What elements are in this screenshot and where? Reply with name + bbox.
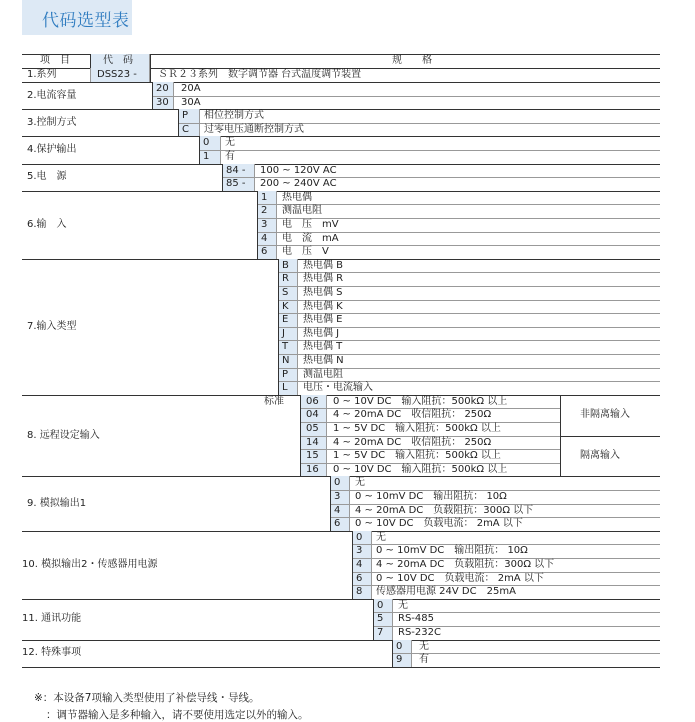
- rule-line: [152, 96, 660, 97]
- row8-label: 8. 远程设定输入: [27, 429, 100, 441]
- row3-label: 3.控制方式: [27, 116, 77, 128]
- rule-line: [22, 109, 660, 110]
- rule-line: [330, 476, 331, 530]
- row8-code-0: 06: [306, 395, 319, 407]
- row3-code-0: P: [182, 110, 189, 122]
- row7-text-5: 热电偶 J: [303, 327, 340, 339]
- row8-text-2: 1 ~ 5V DC 输入阻抗：500kΩ 以上: [333, 423, 501, 434]
- rule-line: [22, 667, 660, 668]
- rule-line: [22, 599, 660, 600]
- row10-text-4: 传感器用电源 24V DC 25mA: [376, 586, 516, 598]
- row9-code-2: 4: [334, 504, 341, 516]
- row5-code-0: 84 -: [226, 164, 246, 176]
- row7-code-1: R: [282, 273, 289, 285]
- row7-code-9: L: [282, 382, 288, 394]
- rule-line: [22, 640, 660, 641]
- rule-line: [278, 259, 279, 395]
- row8-text-4: 1 ~ 5V DC 输入阻抗：500kΩ 以上: [333, 450, 501, 462]
- row7-code-7: N: [282, 355, 290, 366]
- row4-label: 4.保护输出: [27, 144, 77, 155]
- header-spec: 规 格: [392, 55, 432, 66]
- row1-code: DSS23 -: [97, 69, 137, 80]
- row7-text-0: 热电偶 B: [303, 259, 344, 271]
- header-item: 项 目: [40, 55, 70, 66]
- rule-line: [373, 599, 374, 640]
- row7-text-7: 热电偶 N: [303, 355, 344, 366]
- row3-text-1: 过零电压通断控制方式: [204, 123, 304, 135]
- row6-code-0: 1: [261, 191, 268, 203]
- rule-line: [22, 164, 660, 165]
- row10-label: 10. 模拟输出2・传感器用电源: [22, 558, 158, 570]
- row7-code-3: K: [282, 300, 289, 312]
- row6-text-3: 电 流 mA: [282, 232, 339, 244]
- row1-desc: ＳＲ２３系列 数字调节器 台式温度调节装置: [158, 69, 362, 80]
- row7-code-8: P: [282, 368, 289, 380]
- row1-label: 1.系列: [27, 69, 57, 80]
- row6-text-0: 热电偶: [282, 191, 312, 203]
- row8-text-5: 0 ~ 10V DC 输入阻抗：500kΩ 以上: [333, 463, 508, 475]
- row11-text-2: RS-232C: [398, 627, 441, 638]
- row11-text-0: 无: [398, 599, 408, 611]
- row9-label: 9. 模拟输出1: [27, 497, 87, 509]
- row6-text-1: 测温电阻: [282, 205, 322, 217]
- row11-text-1: RS-485: [398, 613, 434, 625]
- row6-text-4: 电 压 V: [282, 246, 329, 258]
- row5-text-0: 100 ~ 120V AC: [260, 164, 337, 176]
- row6-label: 6.输 入: [27, 218, 67, 230]
- row12-label: 12. 特殊事项: [22, 647, 82, 659]
- row8-code-5: 16: [306, 463, 319, 475]
- row7-code-0: B: [282, 259, 289, 271]
- row2-code-1: 30: [156, 96, 169, 108]
- rule-line: [152, 82, 153, 109]
- row12-code-1: 9: [396, 654, 403, 666]
- row11-code-1: 5: [377, 613, 384, 625]
- row8-group-nonisolated: 非隔离输入: [580, 409, 630, 421]
- row2-text-0: 20A: [181, 83, 201, 94]
- rule-line: [178, 109, 179, 136]
- row7-text-4: 热电偶 E: [303, 314, 343, 326]
- rule-line: [199, 136, 200, 163]
- row3-code-1: C: [182, 123, 189, 135]
- row7-text-2: 热电偶 S: [303, 287, 343, 298]
- row7-text-9: 电压・电流输入: [303, 382, 373, 394]
- row10-code-3: 6: [356, 572, 363, 584]
- rule-line: [22, 82, 660, 83]
- row5-code-1: 85 -: [226, 178, 246, 190]
- row4-text-1: 有: [225, 151, 235, 162]
- row6-text-2: 电 压 mV: [282, 219, 339, 230]
- row7-text-6: 热电偶 T: [303, 341, 343, 353]
- rule-line: [257, 191, 258, 259]
- row8-code-4: 15: [306, 450, 319, 462]
- header-code: 代 码: [103, 55, 133, 66]
- row10-code-4: 8: [356, 586, 363, 598]
- rule-line: [199, 150, 660, 151]
- row7-code-2: S: [282, 287, 289, 298]
- row10-code-0: 0: [356, 531, 363, 543]
- row8-text-1: 4 ~ 20mA DC 收信阻抗： 250Ω: [333, 409, 492, 421]
- row8-text-0: 0 ~ 10V DC 输入阻抗：500kΩ 以上: [333, 395, 508, 407]
- row8-code-3: 14: [306, 436, 319, 448]
- row9-code-0: 0: [334, 477, 341, 489]
- row7-text-8: 测温电阻: [303, 368, 343, 380]
- row11-code-0: 0: [377, 599, 384, 611]
- note-1: ※：本设备7项输入类型使用了补偿导线・导线。: [34, 692, 260, 704]
- rule-line: [22, 531, 660, 532]
- row7-code-6: T: [282, 341, 289, 353]
- row9-text-2: 4 ~ 20mA DC 负载阻抗：300Ω 以下: [355, 504, 534, 516]
- rule-line: [392, 640, 393, 667]
- rule-line: [352, 531, 353, 599]
- rule-line: [392, 653, 660, 654]
- rule-line: [22, 136, 660, 137]
- row7-label: 7.输入类型: [27, 320, 77, 332]
- rule-line: [22, 191, 660, 192]
- row4-code-1: 1: [203, 151, 210, 162]
- row12-code-0: 0: [396, 640, 403, 652]
- row11-label: 11. 通讯功能: [22, 613, 82, 625]
- row11-code-2: 7: [377, 627, 384, 638]
- row9-code-3: 6: [334, 518, 341, 530]
- row2-code-0: 20: [156, 83, 169, 94]
- row10-text-3: 0 ~ 10V DC 负载电流： 2mA 以下: [376, 572, 544, 584]
- row9-text-0: 无: [355, 477, 365, 489]
- row8-text-3: 4 ~ 20mA DC 收信阻抗： 250Ω: [333, 436, 492, 448]
- rule-line: [222, 164, 223, 191]
- rule-line: [300, 395, 301, 477]
- row2-label: 2.电流容量: [27, 89, 77, 101]
- row5-label: 5.电 源: [27, 171, 67, 183]
- row7-code-4: E: [282, 314, 289, 326]
- row7-text-3: 热电偶 K: [303, 300, 343, 312]
- row9-text-1: 0 ~ 10mV DC 输出阻抗： 10Ω: [355, 491, 507, 502]
- row4-text-0: 无: [225, 137, 235, 149]
- row3-text-0: 相位控制方式: [204, 110, 264, 122]
- row10-text-0: 无: [376, 531, 386, 543]
- row10-code-1: 3: [356, 545, 363, 557]
- rule-line: [560, 436, 660, 437]
- row2-text-1: 30A: [181, 96, 201, 108]
- row8-standard: 标准: [264, 395, 284, 407]
- note-2: ：调节器输入是多种输入，请不要使用选定以外的输入。: [46, 709, 309, 721]
- row6-code-3: 4: [261, 232, 268, 244]
- row10-text-1: 0 ~ 10mV DC 输出阻抗： 10Ω: [376, 545, 528, 557]
- row9-text-3: 0 ~ 10V DC 负载电流： 2mA 以下: [355, 518, 523, 530]
- row6-code-1: 2: [261, 205, 268, 217]
- row5-text-1: 200 ~ 240V AC: [260, 178, 337, 190]
- row4-code-0: 0: [203, 137, 210, 149]
- row8-code-2: 05: [306, 423, 319, 434]
- row10-code-2: 4: [356, 559, 363, 570]
- page-title: 代码选型表: [42, 11, 130, 31]
- row8-group-isolated: 隔离输入: [580, 450, 620, 461]
- row8-code-1: 04: [306, 409, 319, 421]
- row10-text-2: 4 ~ 20mA DC 负载阻抗：300Ω 以下: [376, 559, 555, 570]
- row6-code-4: 6: [261, 246, 268, 258]
- row7-code-5: J: [282, 327, 285, 339]
- row12-text-1: 有: [419, 654, 429, 666]
- row9-code-1: 3: [334, 491, 341, 502]
- row6-code-2: 3: [261, 219, 268, 230]
- row12-text-0: 无: [419, 640, 429, 652]
- row7-text-1: 热电偶 R: [303, 273, 344, 285]
